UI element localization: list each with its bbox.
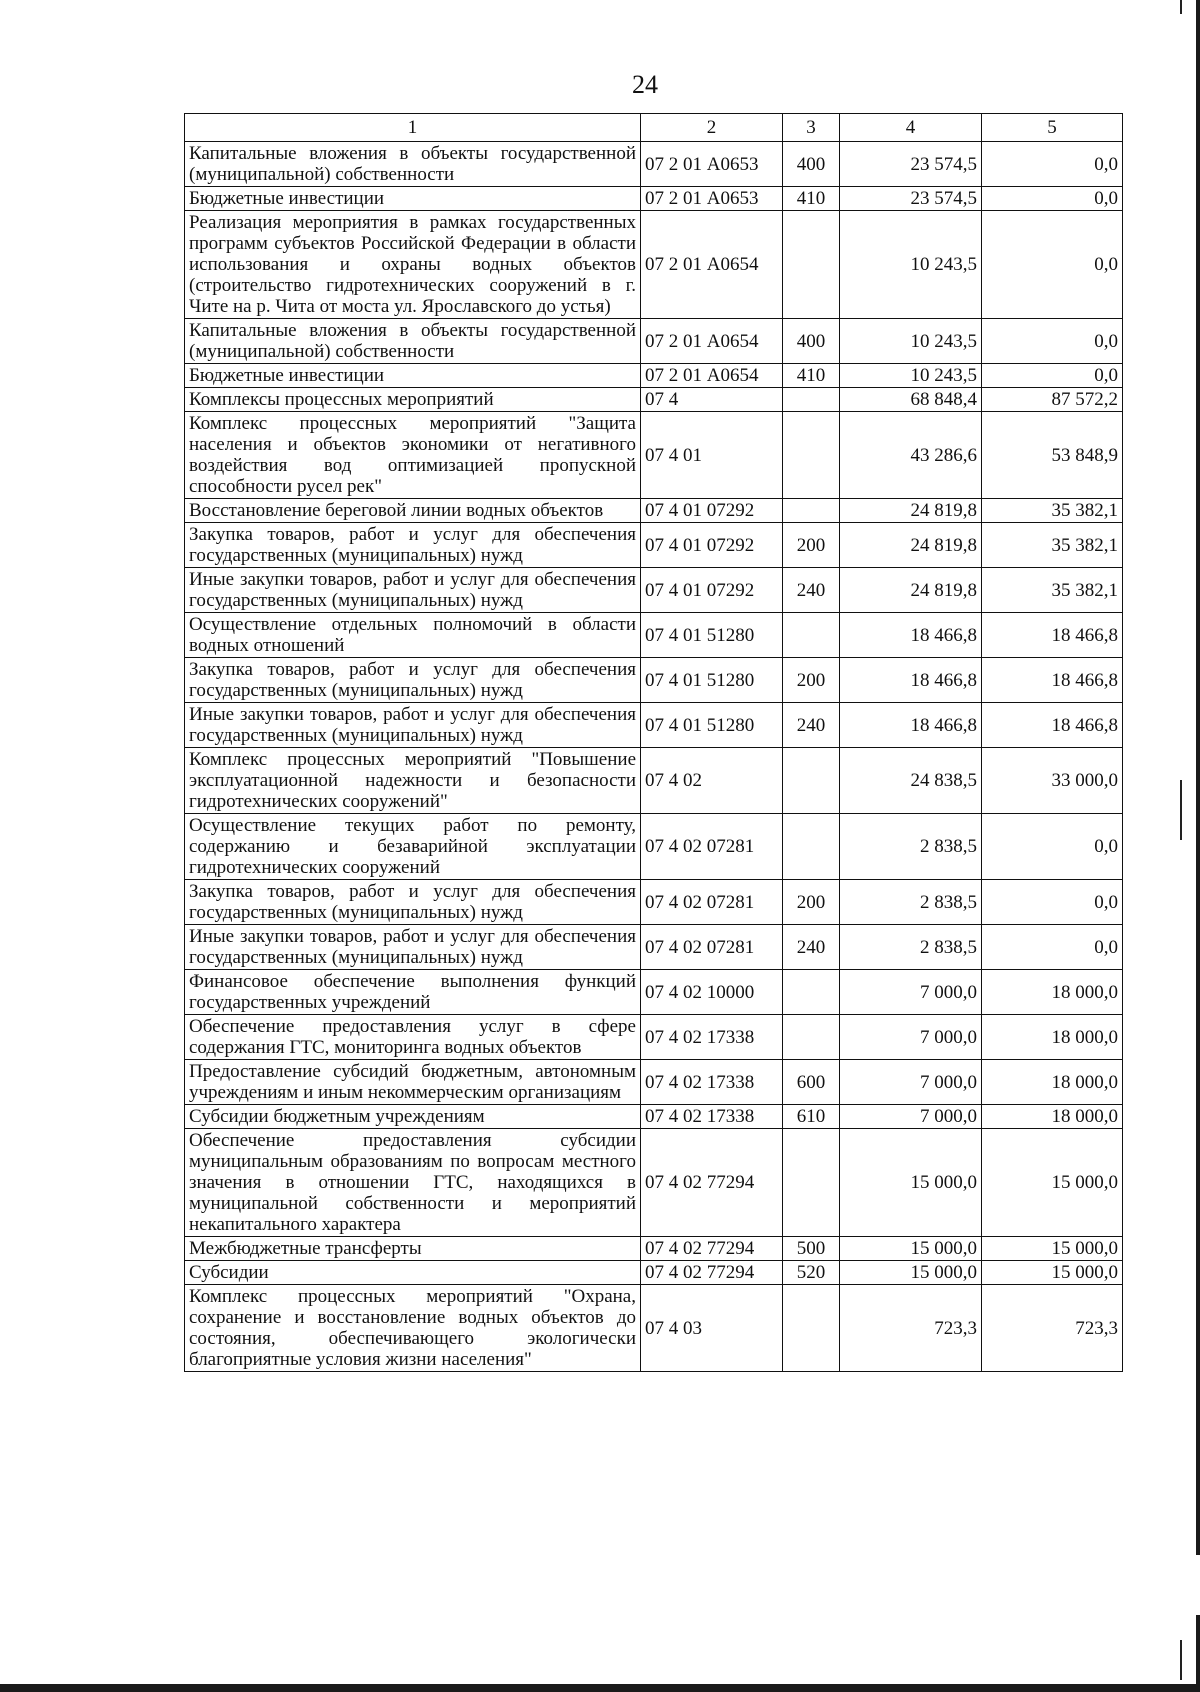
table-row	[185, 880, 1123, 925]
row-type-cell	[783, 388, 840, 412]
table-row	[185, 499, 1123, 523]
row-value-cell: 24 819,8	[840, 523, 982, 568]
table-header-row	[185, 114, 1123, 142]
row-value-cell: 18 000,0	[982, 970, 1123, 1015]
row-type-cell	[783, 1285, 840, 1372]
row-value-cell: 43 286,6	[840, 412, 982, 499]
row-name-cell: Финансовое обеспечение выполнения функций государственных учреждений	[185, 970, 641, 1015]
row-code-cell: 07 4 02 17338	[641, 1060, 783, 1105]
row-code-cell: 07 4 01 51280	[641, 658, 783, 703]
row-name-cell: Комплекс процессных мероприятий "Повышение эксплуатационной надежности и безопасности гидротехнических сооружений"	[185, 748, 641, 814]
row-value-cell: 0,0	[982, 319, 1123, 364]
table-row	[185, 412, 1123, 499]
row-value-cell: 0,0	[982, 925, 1123, 970]
page-number: 24	[632, 70, 658, 99]
row-value-cell: 35 382,1	[982, 499, 1123, 523]
row-value-cell: 18 466,8	[840, 658, 982, 703]
row-value-cell: 2 838,5	[840, 925, 982, 970]
table-row	[185, 703, 1123, 748]
row-value-cell: 15 000,0	[840, 1237, 982, 1261]
row-value-cell: 35 382,1	[982, 523, 1123, 568]
row-value-cell: 7 000,0	[840, 1105, 982, 1129]
row-value-cell: 53 848,9	[982, 412, 1123, 499]
row-name-cell: Обеспечение предоставления услуг в сфере содержания ГТС, мониторинга водных объектов	[185, 1015, 641, 1060]
row-type-cell: 240	[783, 568, 840, 613]
row-value-cell: 7 000,0	[840, 970, 982, 1015]
table-row	[185, 970, 1123, 1015]
table-row	[185, 364, 1123, 388]
row-type-cell	[783, 970, 840, 1015]
row-value-cell: 18 466,8	[840, 703, 982, 748]
row-code-cell: 07 4 02 77294	[641, 1261, 783, 1285]
row-code-cell: 07 4	[641, 388, 783, 412]
table-row	[185, 814, 1123, 880]
row-code-cell: 07 2 01 А0653	[641, 142, 783, 187]
row-type-cell	[783, 412, 840, 499]
row-value-cell: 87 572,2	[982, 388, 1123, 412]
row-value-cell: 15 000,0	[840, 1129, 982, 1237]
row-value-cell: 2 838,5	[840, 880, 982, 925]
row-name-cell: Иные закупки товаров, работ и услуг для обеспечения государственных (муниципальных) нужд	[185, 568, 641, 613]
row-code-cell: 07 4 02 07281	[641, 925, 783, 970]
header-cell: 5	[982, 114, 1123, 142]
row-code-cell: 07 4 02 17338	[641, 1105, 783, 1129]
row-name-cell: Субсидии	[185, 1261, 641, 1285]
row-value-cell: 10 243,5	[840, 319, 982, 364]
row-value-cell: 0,0	[982, 814, 1123, 880]
row-name-cell: Иные закупки товаров, работ и услуг для обеспечения государственных (муниципальных) нужд	[185, 925, 641, 970]
row-name-cell: Обеспечение предоставления субсидии муниципальным образованиям по вопросам местного значения в отношении ГТС, находящихся в муниципальной собственности и мероприятий некапитального характера	[185, 1129, 641, 1237]
table-row	[185, 211, 1123, 319]
row-code-cell: 07 4 01 07292	[641, 499, 783, 523]
header-cell: 2	[641, 114, 783, 142]
table-row	[185, 1129, 1123, 1237]
row-name-cell: Закупка товаров, работ и услуг для обеспечения государственных (муниципальных) нужд	[185, 880, 641, 925]
table-row	[185, 748, 1123, 814]
row-name-cell: Предоставление субсидий бюджетным, автономным учреждениям и иным некоммерческим организациям	[185, 1060, 641, 1105]
row-name-cell: Комплекс процессных мероприятий "Защита населения и объектов экономики от негативного воздействия вод оптимизацией пропускной способности русел рек"	[185, 412, 641, 499]
row-value-cell: 0,0	[982, 364, 1123, 388]
row-value-cell: 23 574,5	[840, 187, 982, 211]
row-name-cell: Реализация мероприятия в рамках государственных программ субъектов Российской Федерации в области использования и охраны водных объектов (строительство гидротехнических сооружений в г. Чите на р. Чита от моста ул. Ярославского до устья)	[185, 211, 641, 319]
row-value-cell: 15 000,0	[982, 1237, 1123, 1261]
scan-edge-gap	[1196, 1555, 1200, 1615]
row-code-cell: 07 4 01 51280	[641, 703, 783, 748]
row-name-cell: Капитальные вложения в объекты государственной (муниципальной) собственности	[185, 142, 641, 187]
scan-mark	[1180, 780, 1182, 840]
row-type-cell	[783, 211, 840, 319]
row-type-cell: 200	[783, 523, 840, 568]
row-code-cell: 07 4 02 77294	[641, 1129, 783, 1237]
row-type-cell: 410	[783, 364, 840, 388]
row-value-cell: 15 000,0	[982, 1129, 1123, 1237]
row-code-cell: 07 4 01 07292	[641, 568, 783, 613]
row-value-cell: 0,0	[982, 880, 1123, 925]
row-type-cell	[783, 748, 840, 814]
table-row	[185, 658, 1123, 703]
row-type-cell: 500	[783, 1237, 840, 1261]
table-row	[185, 319, 1123, 364]
row-type-cell: 400	[783, 142, 840, 187]
table-row	[185, 388, 1123, 412]
row-name-cell: Субсидии бюджетным учреждениям	[185, 1105, 641, 1129]
row-value-cell: 18 466,8	[982, 703, 1123, 748]
row-type-cell: 520	[783, 1261, 840, 1285]
table-row	[185, 523, 1123, 568]
row-value-cell: 24 838,5	[840, 748, 982, 814]
row-value-cell: 0,0	[982, 211, 1123, 319]
row-value-cell: 2 838,5	[840, 814, 982, 880]
row-type-cell	[783, 499, 840, 523]
row-name-cell: Закупка товаров, работ и услуг для обеспечения государственных (муниципальных) нужд	[185, 523, 641, 568]
scan-mark	[1180, 1640, 1182, 1680]
row-name-cell: Иные закупки товаров, работ и услуг для обеспечения государственных (муниципальных) нужд	[185, 703, 641, 748]
row-type-cell: 400	[783, 319, 840, 364]
row-name-cell: Бюджетные инвестиции	[185, 187, 641, 211]
row-value-cell: 18 000,0	[982, 1015, 1123, 1060]
row-code-cell: 07 4 02 07281	[641, 814, 783, 880]
row-type-cell: 240	[783, 703, 840, 748]
row-value-cell: 0,0	[982, 142, 1123, 187]
table-row	[185, 568, 1123, 613]
row-type-cell: 610	[783, 1105, 840, 1129]
row-value-cell: 68 848,4	[840, 388, 982, 412]
row-code-cell: 07 2 01 А0654	[641, 364, 783, 388]
row-name-cell: Комплексы процессных мероприятий	[185, 388, 641, 412]
row-type-cell: 410	[783, 187, 840, 211]
row-code-cell: 07 4 02 10000	[641, 970, 783, 1015]
row-value-cell: 18 466,8	[982, 658, 1123, 703]
table-row	[185, 1261, 1123, 1285]
row-value-cell: 18 000,0	[982, 1060, 1123, 1105]
row-type-cell: 240	[783, 925, 840, 970]
header-cell: 1	[185, 114, 641, 142]
row-name-cell: Комплекс процессных мероприятий "Охрана, сохранение и восстановление водных объектов до состояния, обеспечивающего экологически благоприятные условия жизни населения"	[185, 1285, 641, 1372]
row-code-cell: 07 4 02 17338	[641, 1015, 783, 1060]
row-value-cell: 7 000,0	[840, 1015, 982, 1060]
row-name-cell: Межбюджетные трансферты	[185, 1237, 641, 1261]
row-value-cell: 35 382,1	[982, 568, 1123, 613]
row-type-cell: 200	[783, 658, 840, 703]
row-value-cell: 33 000,0	[982, 748, 1123, 814]
row-value-cell: 10 243,5	[840, 211, 982, 319]
table-row	[185, 187, 1123, 211]
table-row	[185, 925, 1123, 970]
row-code-cell: 07 4 02 07281	[641, 880, 783, 925]
row-code-cell: 07 2 01 А0653	[641, 187, 783, 211]
budget-table	[184, 113, 1123, 1372]
row-name-cell: Бюджетные инвестиции	[185, 364, 641, 388]
row-code-cell: 07 4 01	[641, 412, 783, 499]
row-code-cell: 07 4 01 07292	[641, 523, 783, 568]
header-cell: 3	[783, 114, 840, 142]
row-name-cell: Капитальные вложения в объекты государственной (муниципальной) собственности	[185, 319, 641, 364]
row-value-cell: 10 243,5	[840, 364, 982, 388]
table-row	[185, 1060, 1123, 1105]
row-value-cell: 18 466,8	[982, 613, 1123, 658]
row-type-cell	[783, 1129, 840, 1237]
table-row	[185, 1105, 1123, 1129]
row-code-cell: 07 4 01 51280	[641, 613, 783, 658]
row-code-cell: 07 4 02	[641, 748, 783, 814]
row-type-cell	[783, 1015, 840, 1060]
row-value-cell: 18 000,0	[982, 1105, 1123, 1129]
row-type-cell: 200	[783, 880, 840, 925]
row-code-cell: 07 2 01 А0654	[641, 319, 783, 364]
table-row	[185, 142, 1123, 187]
row-type-cell	[783, 613, 840, 658]
row-value-cell: 15 000,0	[840, 1261, 982, 1285]
scan-bottom-edge	[0, 1684, 1200, 1692]
row-type-cell: 600	[783, 1060, 840, 1105]
row-name-cell: Восстановление береговой линии водных объектов	[185, 499, 641, 523]
row-name-cell: Осуществление отдельных полномочий в области водных отношений	[185, 613, 641, 658]
table-row	[185, 1237, 1123, 1261]
row-value-cell: 24 819,8	[840, 499, 982, 523]
row-value-cell: 723,3	[840, 1285, 982, 1372]
row-code-cell: 07 2 01 А0654	[641, 211, 783, 319]
row-value-cell: 0,0	[982, 187, 1123, 211]
row-code-cell: 07 4 02 77294	[641, 1237, 783, 1261]
table-row	[185, 1285, 1123, 1372]
row-name-cell: Закупка товаров, работ и услуг для обеспечения государственных (муниципальных) нужд	[185, 658, 641, 703]
table-row	[185, 613, 1123, 658]
row-name-cell: Осуществление текущих работ по ремонту, содержанию и безаварийной эксплуатации гидротехнических сооружений	[185, 814, 641, 880]
scan-right-edge	[1196, 0, 1200, 1692]
scan-mark	[1180, 0, 1182, 14]
row-type-cell	[783, 814, 840, 880]
row-value-cell: 18 466,8	[840, 613, 982, 658]
row-value-cell: 15 000,0	[982, 1261, 1123, 1285]
header-cell: 4	[840, 114, 982, 142]
row-value-cell: 723,3	[982, 1285, 1123, 1372]
row-code-cell: 07 4 03	[641, 1285, 783, 1372]
table-row	[185, 1015, 1123, 1060]
row-value-cell: 23 574,5	[840, 142, 982, 187]
row-value-cell: 7 000,0	[840, 1060, 982, 1105]
row-value-cell: 24 819,8	[840, 568, 982, 613]
